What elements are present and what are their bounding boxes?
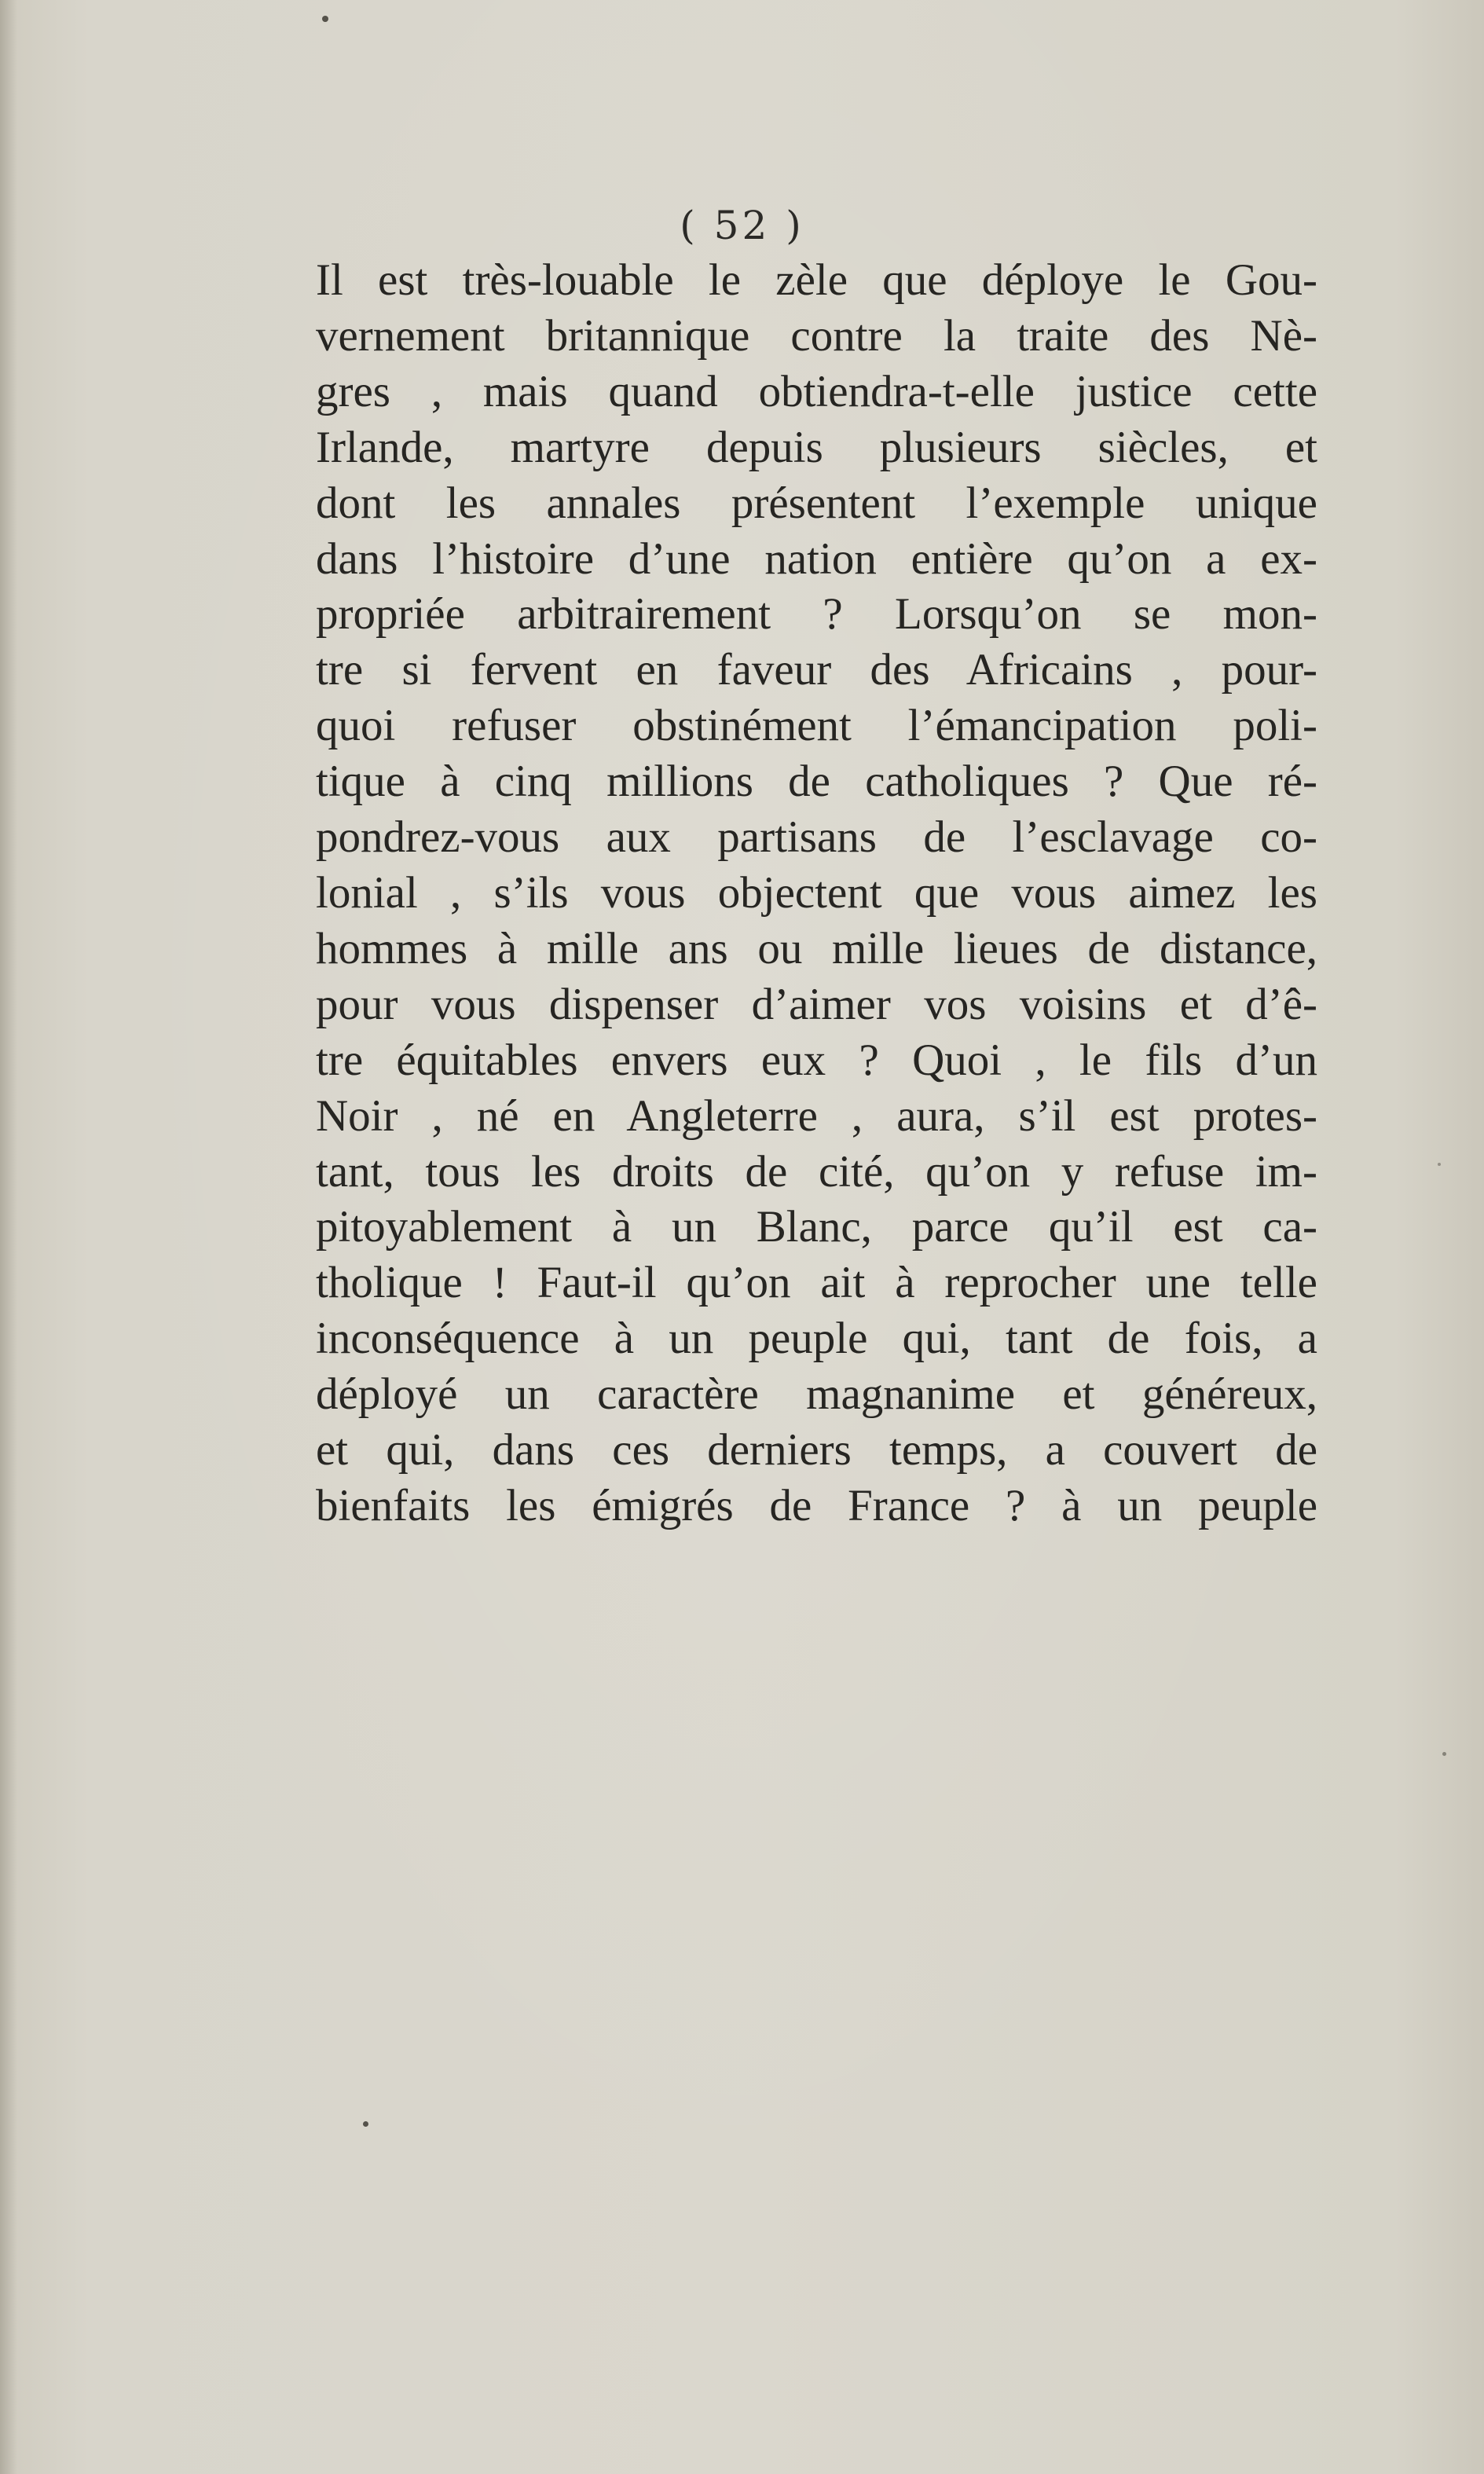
text-line: tholique ! Faut-il qu’on ait à reprocher une telle	[316, 1258, 1317, 1308]
text-line: tique à cinq millions de catholiques ? Que ré-	[316, 757, 1317, 807]
text-line: bienfaits les émigrés de France ? à un peuple	[316, 1480, 1317, 1530]
text-line: lonial , s’ils vous objectent que vous aimez les	[316, 867, 1317, 918]
text-line: Il est très-louable le zèle que déploye le Gou-	[316, 255, 1317, 305]
text-line: tant, tous les droits de cité, qu’on y refuse im-	[316, 1146, 1317, 1197]
paper-speck	[322, 16, 328, 22]
paper-speck	[1438, 1163, 1441, 1166]
text-line: quoi refuser obstinément l’émancipation poli-	[316, 701, 1317, 751]
text-line: Irlande, martyre depuis plusieurs siècles, et	[316, 422, 1317, 472]
paper-speck	[363, 2121, 368, 2127]
text-line: inconséquence à un peuple qui, tant de fois, a	[316, 1314, 1317, 1364]
body-text	[316, 253, 1317, 1534]
text-line: pondrez-vous aux partisans de l’esclavage co-	[316, 812, 1317, 863]
text-line: dans l’histoire d’une nation entière qu’on a ex-	[316, 533, 1317, 584]
text-line: tre équitables envers eux ? Quoi , le fils d’un	[316, 1035, 1317, 1085]
text-line: tre si fervent en faveur des Africains , pour-	[316, 645, 1317, 695]
text-line: déployé un caractère magnanime et généreux,	[316, 1369, 1317, 1420]
text-line: gres , mais quand obtiendra-t-elle justice cette	[316, 366, 1317, 416]
page-number: ( 52 )	[680, 203, 804, 248]
text-line: pour vous dispenser d’aimer vos voisins et d’ê-	[316, 979, 1317, 1029]
text-line: hommes à mille ans ou mille lieues de distance,	[316, 923, 1317, 973]
text-line: propriée arbitrairement ? Lorsqu’on se mon-	[316, 589, 1317, 640]
text-line: pitoyablement à un Blanc, parce qu’il est ca-	[316, 1202, 1317, 1252]
text-line: dont les annales présentent l’exemple unique	[316, 478, 1317, 528]
text-line: vernement britannique contre la traite des Nè-	[316, 310, 1317, 361]
text-line: et qui, dans ces derniers temps, a couvert de	[316, 1425, 1317, 1475]
page-edge-shadow	[0, 0, 17, 2474]
text-line: Noir , né en Angleterre , aura, s’il est protes-	[316, 1090, 1317, 1141]
paper-speck	[1442, 1752, 1446, 1756]
